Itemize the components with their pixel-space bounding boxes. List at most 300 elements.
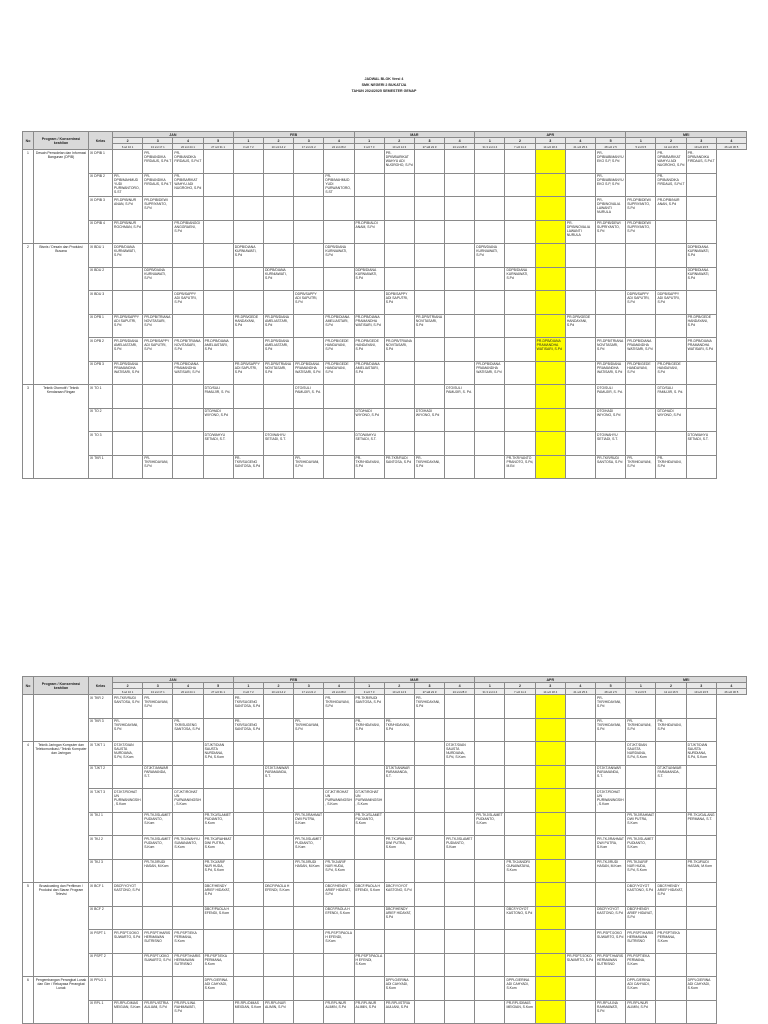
schedule-cell (535, 742, 565, 766)
week-number: 5 (203, 683, 233, 689)
schedule-cell (535, 197, 565, 221)
schedule-cell (414, 244, 444, 268)
schedule-cell: PR-DPB/GEDE HANDAYANI, S.Pd (324, 338, 354, 362)
schedule-cell: PR-TKJ/RAHMAT DWI PUTRA, S.Kom (596, 836, 626, 860)
schedule-cell (113, 812, 143, 836)
schedule-cell (324, 385, 354, 409)
schedule-cell (324, 765, 354, 789)
class-name: XI DPB 1 (89, 314, 113, 338)
schedule-cell (203, 765, 233, 789)
schedule-cell (294, 953, 324, 977)
schedule-cell (294, 906, 324, 930)
week-number: 5 (203, 138, 233, 144)
schedule-cell (445, 432, 475, 456)
class-name: XI DPB 2 (89, 338, 113, 362)
schedule-cell: PR-RPL/NUR ALIMIN, S.Pd (324, 1000, 354, 1024)
schedule-cell (173, 267, 203, 291)
schedule-cell: PR-PSPT/HARIS HERMAWAN SUTRISNO (143, 930, 173, 954)
schedule-cell (535, 906, 565, 930)
schedule-cell (324, 197, 354, 221)
schedule-cell (565, 765, 595, 789)
schedule-cell (354, 244, 384, 268)
schedule-cell: PR-DPIB/ALDI ANAM, S.Pd (354, 220, 384, 244)
schedule-cell: DDPB/DIANA KURNIAWATI, S.Pd (263, 267, 293, 291)
date-range: 19 s/d 23 5 (686, 144, 716, 150)
schedule-cell (113, 432, 143, 456)
schedule-cell (475, 695, 505, 719)
schedule-cell (535, 765, 565, 789)
schedule-cell (294, 432, 324, 456)
week-number: 2 (656, 683, 686, 689)
schedule-cell (384, 408, 414, 432)
schedule-row (23, 765, 747, 789)
schedule-cell (656, 836, 686, 860)
schedule-cell (565, 742, 595, 766)
week-number: 2 (505, 138, 535, 144)
week-number: 2 (113, 138, 143, 144)
schedule-cell (203, 173, 233, 197)
schedule-cell: PR-PSPT/HARIS HERMAWAN SUTRISNO (173, 953, 203, 977)
schedule-cell: PR-DPIB/ANDIKA FIRDAUS, S.Pd.T (143, 173, 173, 197)
schedule-cell (565, 150, 595, 174)
schedule-cell (143, 742, 173, 766)
schedule-cell (656, 267, 686, 291)
schedule-cell (384, 432, 414, 456)
schedule-cell (475, 1000, 505, 1024)
schedule-cell (414, 742, 444, 766)
schedule-cell (535, 695, 565, 719)
week-number: 4 (565, 138, 595, 144)
schedule-cell (475, 338, 505, 362)
schedule-cell (143, 906, 173, 930)
schedule-cell (414, 977, 444, 1001)
schedule-cell (535, 812, 565, 836)
schedule-cell (445, 455, 475, 479)
schedule-cell (414, 930, 444, 954)
class-name: XI TKR 2 (89, 695, 113, 719)
schedule-cell: DDPB/SAPPY ADI SAPUTRI, S.Pd (626, 291, 656, 315)
schedule-cell (263, 244, 293, 268)
schedule-cell (535, 314, 565, 338)
schedule-cell (445, 361, 475, 385)
week-number: 3 (686, 138, 716, 144)
schedule-cell: PR-DPB/TRIANA NOVITASARI, S.Pd (143, 314, 173, 338)
schedule-cell (535, 455, 565, 479)
schedule-cell (596, 883, 626, 907)
schedule-cell (626, 314, 656, 338)
schedule-cell (475, 291, 505, 315)
schedule-cell: DTO/SULI PAMUJIR, S. Pd. (596, 385, 626, 409)
schedule-cell: PR-DPB/DIANA AMELIASTARI, S.Pd (203, 338, 233, 362)
schedule-cell: PR-DPB/GEDE HANDAYANI, S.Pd (686, 314, 716, 338)
schedule-cell: DTJKT/ANWAR PARAMANDA, S.T. (656, 765, 686, 789)
schedule-cell (173, 432, 203, 456)
schedule-cell (173, 906, 203, 930)
schedule-cell (233, 338, 263, 362)
schedule-cell (535, 883, 565, 907)
schedule-cell: DTJKT/ROHAT UN PURWANINGSIH, S.Kom (113, 789, 143, 813)
schedule-cell (565, 859, 595, 883)
class-name: XI DPB 3 (89, 361, 113, 385)
date-range: 10 s/d 14 2 (263, 144, 293, 150)
schedule-cell (505, 173, 535, 197)
schedule-row (23, 883, 747, 907)
schedule-cell (535, 930, 565, 954)
schedule-cell: PR-DPB/DIANA AMELIASTARI, S.Pd (263, 314, 293, 338)
schedule-cell: PR-DPB/GEDE HANDAYANI, S.Pd (354, 338, 384, 362)
schedule-cell (143, 291, 173, 315)
schedule-cell (294, 173, 324, 197)
schedule-cell (596, 244, 626, 268)
schedule-cell (203, 220, 233, 244)
schedule-cell: DTO/HADI WIYONO, S.Pd (203, 408, 233, 432)
schedule-cell (294, 883, 324, 907)
program-column-header: Program / Konsentrasi keahlian (34, 677, 89, 695)
schedule-cell: DPPLG/ERINA ADI CAHYADI, S.Kom (626, 977, 656, 1001)
schedule-cell (263, 455, 293, 479)
schedule-cell (414, 197, 444, 221)
schedule-cell (505, 883, 535, 907)
schedule-cell (535, 859, 565, 883)
schedule-cell: DBCF/HENDY ARIEF HIDAYAT, S.Pd (203, 883, 233, 907)
schedule-cell (565, 408, 595, 432)
schedule-row (23, 291, 747, 315)
class-name: XI TJKT 2 (89, 765, 113, 789)
schedule-cell: PR-DPB/TRIANA NOVITASARI, S.Pd (173, 338, 203, 362)
schedule-cell (113, 977, 143, 1001)
schedule-cell: DBCF/YOYOT KASTONO, S.Pd (113, 883, 143, 907)
row-number: 5 (23, 883, 34, 977)
schedule-cell: PR-DPIB/ABIMANYU EKO S.P, S.Pd (596, 150, 626, 174)
week-number: 3 (294, 683, 324, 689)
schedule-table-1 (22, 131, 747, 479)
date-range: 27 s/d 31 1 (203, 144, 233, 150)
schedule-cell (324, 977, 354, 1001)
schedule-cell (505, 361, 535, 385)
schedule-cell (113, 291, 143, 315)
schedule-cell (203, 244, 233, 268)
schedule-cell (505, 812, 535, 836)
schedule-cell (384, 173, 414, 197)
schedule-cell (263, 859, 293, 883)
schedule-cell (233, 953, 263, 977)
schedule-row (23, 432, 747, 456)
program-name: Broadcasting dan Perfilman / Produksi dan Siaran Program Televisi (34, 883, 89, 977)
schedule-cell (565, 173, 595, 197)
schedule-cell (354, 906, 384, 930)
date-range: 21 s/d 25 4 (565, 689, 595, 695)
schedule-cell: PR-DPIB/DEWI SUPRIYANTO, S.Pd (143, 197, 173, 221)
schedule-cell: PR-TKJ/RUDI HASAN, M.Kom (143, 859, 173, 883)
schedule-cell (445, 150, 475, 174)
schedule-cell (656, 220, 686, 244)
schedule-cell (686, 953, 716, 977)
schedule-cell (294, 197, 324, 221)
schedule-row (23, 455, 747, 479)
schedule-cell (414, 291, 444, 315)
schedule-cell (656, 432, 686, 456)
schedule-cell (505, 718, 535, 742)
schedule-cell (505, 836, 535, 860)
schedule-cell (324, 812, 354, 836)
schedule-row (23, 836, 747, 860)
schedule-cell (294, 695, 324, 719)
schedule-cell: DTO/WAHYU SETIADI, S.T. (354, 432, 384, 456)
schedule-row (23, 361, 747, 385)
program-name (34, 695, 89, 742)
week-number: 3 (414, 683, 444, 689)
week-number: 3 (535, 683, 565, 689)
date-range: 10 s/d 14 3 (384, 689, 414, 695)
schedule-cell (324, 267, 354, 291)
title-line-2: SMK NEGERI 2 BUKATIJA (361, 83, 407, 87)
schedule-cell (203, 789, 233, 813)
schedule-cell (626, 150, 656, 174)
schedule-cell (686, 291, 716, 315)
schedule-cell (414, 789, 444, 813)
schedule-cell (445, 267, 475, 291)
schedule-cell (596, 977, 626, 1001)
schedule-cell (294, 408, 324, 432)
schedule-cell: PR-TKR/HIDAYANI, S.Pd (626, 455, 656, 479)
schedule-cell (113, 455, 143, 479)
schedule-cell (535, 432, 565, 456)
week-number: 5 (596, 138, 626, 144)
schedule-cell (565, 695, 595, 719)
schedule-cell (535, 408, 565, 432)
schedule-cell (686, 173, 716, 197)
date-range: 31 3 s/d 4 4 (475, 144, 505, 150)
schedule-cell: PR-RPL/ISTRIA AULIANI, S.Pd (143, 1000, 173, 1024)
schedule-cell (596, 742, 626, 766)
schedule-cell (686, 361, 716, 385)
schedule-cell: PR-DPIB/BARIKAT WAHYU ADI NUGROHO, S.Pd (173, 173, 203, 197)
schedule-cell (263, 836, 293, 860)
schedule-cell (686, 789, 716, 813)
schedule-cell: PR-TKJ/WAHYU SUMANANTO, S.Kom (173, 836, 203, 860)
schedule-cell: PR-DPB/GEDE HANDAYANI, S.Pd (656, 361, 686, 385)
month-header-feb: FEB (233, 132, 354, 138)
schedule-cell: PR-DPIB/MAHMUD YUDI PURWANTORO, S.ST (113, 173, 143, 197)
class-name: XI RPL 1 (89, 1000, 113, 1024)
schedule-cell: DTJKT/ANWAR PARAMANDA, S.T. (384, 765, 414, 789)
schedule-row (23, 742, 747, 766)
schedule-cell (414, 906, 444, 930)
schedule-cell: PR-RPL/NUR ALIMIN, S.Pd (354, 1000, 384, 1024)
schedule-cell (475, 197, 505, 221)
schedule-cell: PR-DPB/DIANA AMELIASTARI, S.Pd (354, 361, 384, 385)
month-header-apr: APR (475, 132, 626, 138)
week-number: 1 (233, 683, 263, 689)
schedule-cell (384, 385, 414, 409)
schedule-cell: PR-DPIB/NUR ANAN, S.Pd (656, 197, 686, 221)
schedule-cell (173, 765, 203, 789)
date-range: 6 sd 10 1 (113, 144, 143, 150)
class-name: XI PSPT 2 (89, 953, 113, 977)
schedule-cell (384, 695, 414, 719)
schedule-cell: DTJKT/ROHAT UN PURWANINGSIH, S.Kom (173, 789, 203, 813)
schedule-row (23, 338, 747, 362)
date-range: 20 s/d 24 1 (173, 144, 203, 150)
schedule-cell: PR-DPIB/ANDIKA FIRDAUS, S.Pd.T (173, 150, 203, 174)
schedule-cell: DTJKT/DIAN SAUSTA NURDIANA, S.Pd, S.Kom (626, 742, 656, 766)
schedule-cell: PR-TKJ/ARIF NUR HUDA, S.Pd, S.Kom (203, 859, 233, 883)
schedule-cell (203, 930, 233, 954)
schedule-cell (173, 812, 203, 836)
schedule-cell (384, 361, 414, 385)
schedule-cell: PR-TKR/HIDAYANI, S.Pd (143, 455, 173, 479)
schedule-cell: PR-DPB/DIANA PRAMANDHA WATISARI, S.Pd (475, 361, 505, 385)
schedule-cell (414, 150, 444, 174)
schedule-cell: PR-PSPT/EKA PERMANA, S.Kom (656, 930, 686, 954)
schedule-cell (414, 1000, 444, 1024)
schedule-cell (294, 244, 324, 268)
schedule-cell: PR-TKJ/SLAMET PUDIANTO, S.Kom (294, 836, 324, 860)
schedule-cell: DPPLG/ERINA ADI CAHYADI, S.Kom (384, 977, 414, 1001)
schedule-cell: PR-DPIB/NOVALIA LAWANTI NURULA (565, 220, 595, 244)
schedule-cell: DTJKT/ANWAR PARAMANDA, S.T. (263, 765, 293, 789)
schedule-cell (475, 953, 505, 977)
month-header-feb: FEB (233, 677, 354, 683)
schedule-cell (294, 220, 324, 244)
class-name: XI TKJ 1 (89, 812, 113, 836)
schedule-cell (535, 718, 565, 742)
schedule-cell (263, 173, 293, 197)
date-range: 7 s/d 11 4 (505, 144, 535, 150)
schedule-cell (354, 977, 384, 1001)
schedule-cell (686, 883, 716, 907)
schedule-cell (656, 695, 686, 719)
schedule-cell: PR-TKJ/RUDI HASAN, M.Kom (596, 859, 626, 883)
schedule-cell (294, 930, 324, 954)
schedule-cell (565, 455, 595, 479)
schedule-cell (143, 977, 173, 1001)
schedule-cell (113, 765, 143, 789)
schedule-cell (294, 789, 324, 813)
date-range: 20 s/d 24 1 (173, 689, 203, 695)
schedule-cell (414, 385, 444, 409)
schedule-cell (113, 836, 143, 860)
schedule-cell: PR-TKR/HIDAYANI, S.Pd (596, 695, 626, 719)
schedule-cell (626, 432, 656, 456)
schedule-cell (505, 765, 535, 789)
schedule-cell: DTO/HADI WIYONO, S.Pd (414, 408, 444, 432)
schedule-cell (384, 930, 414, 954)
schedule-cell (475, 455, 505, 479)
schedule-cell: PR-RPL/DIMAS MEIGIAN, S.Kom (505, 1000, 535, 1024)
schedule-cell (233, 291, 263, 315)
schedule-cell: PR-DPB/GEDE HANDAYANI, S.Pd (324, 361, 354, 385)
schedule-cell (324, 150, 354, 174)
schedule-cell: DTO/WAHYU SETIADI, S.T. (203, 432, 233, 456)
schedule-row (23, 789, 747, 813)
schedule-cell (596, 291, 626, 315)
date-range: 12 s/d 16 5 (656, 144, 686, 150)
schedule-cell: DBCF/YOYOT KASTONO, S.Pd (626, 883, 656, 907)
week-number: 4 (324, 683, 354, 689)
date-range: 21 s/d 25 4 (565, 144, 595, 150)
schedule-cell (475, 408, 505, 432)
schedule-cell (143, 718, 173, 742)
schedule-cell (656, 314, 686, 338)
date-range: 5 s/d 9 5 (626, 144, 656, 150)
schedule-cell: DBCF/YOYOT KASTONO, S.Pd (505, 906, 535, 930)
schedule-cell (263, 812, 293, 836)
schedule-cell (113, 859, 143, 883)
schedule-cell (233, 906, 263, 930)
schedule-cell (505, 244, 535, 268)
schedule-cell: PR-TKR/RUDI SANTOSA, S.Pd (596, 455, 626, 479)
week-number: 1 (475, 683, 505, 689)
schedule-cell (263, 220, 293, 244)
schedule-row (23, 953, 747, 977)
schedule-cell: PR-PSPT/EKA PERMANA, S.Kom (173, 930, 203, 954)
schedule-cell: PR-DPIB/BARIKAT WAHYU ADI NUGROHO, S.Pd (656, 150, 686, 174)
schedule-cell (596, 812, 626, 836)
schedule-cell (384, 197, 414, 221)
schedule-cell (414, 361, 444, 385)
schedule-cell (173, 977, 203, 1001)
date-range: 10 s/d 14 3 (384, 144, 414, 150)
schedule-cell (445, 718, 475, 742)
schedule-cell (414, 220, 444, 244)
schedule-cell (203, 150, 233, 174)
schedule-cell: DBCF/PAOLA H EFENDI, S.Kom (263, 883, 293, 907)
schedule-cell (445, 220, 475, 244)
schedule-cell (656, 977, 686, 1001)
schedule-cell (445, 1000, 475, 1024)
schedule-cell (535, 385, 565, 409)
schedule-cell (626, 765, 656, 789)
schedule-cell (445, 812, 475, 836)
schedule-cell: DDPB/DIANA KURNIAWATI, S.Pd (324, 244, 354, 268)
schedule-cell (505, 338, 535, 362)
schedule-cell (565, 361, 595, 385)
schedule-cell (173, 197, 203, 221)
schedule-cell: PR-DPB/DIANA AMELIASTARI, S.Pd (324, 314, 354, 338)
schedule-cell: PR-TKR/HIDAYANI, S.Pd (656, 718, 686, 742)
date-range: 5 s/d 9 5 (626, 689, 656, 695)
date-range: 31 3 s/d 4 4 (475, 689, 505, 695)
schedule-cell: PR-TKR/SUGENG SANTOSA, S.Pd (233, 718, 263, 742)
date-range: 24 s/d 28 3 (445, 144, 475, 150)
schedule-cell (565, 432, 595, 456)
schedule-cell: DDPB/SAPPY ADI SAPUTRI, S.Pd (384, 291, 414, 315)
schedule-cell (505, 150, 535, 174)
schedule-cell: PR-TKR/SUGENG SANTOSA, S.Pd (233, 695, 263, 719)
schedule-cell (294, 742, 324, 766)
schedule-cell: PR-RPL/NUR ALIMIN, S.Pd (263, 1000, 293, 1024)
schedule-cell: DDPB/DIANA KURNIAWATI, S.Pd (505, 267, 535, 291)
week-number: 3 (143, 138, 173, 144)
schedule-cell (324, 220, 354, 244)
schedule-cell (233, 789, 263, 813)
schedule-cell: PR-DPB/TRIANA NOVITASARI, S.Pd (263, 361, 293, 385)
schedule-cell (233, 742, 263, 766)
schedule-cell (505, 220, 535, 244)
schedule-cell (686, 930, 716, 954)
schedule-cell (263, 977, 293, 1001)
schedule-cell (445, 765, 475, 789)
week-number: 4 (445, 683, 475, 689)
week-number: 3 (294, 138, 324, 144)
week-number: 5 (596, 683, 626, 689)
schedule-cell (113, 408, 143, 432)
schedule-cell: PR-TKJ/GALANG PERMANA, S.T. (686, 812, 716, 836)
schedule-cell: PR-RPL/ISTRIA AULIANI, S.Pd (384, 1000, 414, 1024)
schedule-cell (656, 338, 686, 362)
schedule-cell (384, 789, 414, 813)
